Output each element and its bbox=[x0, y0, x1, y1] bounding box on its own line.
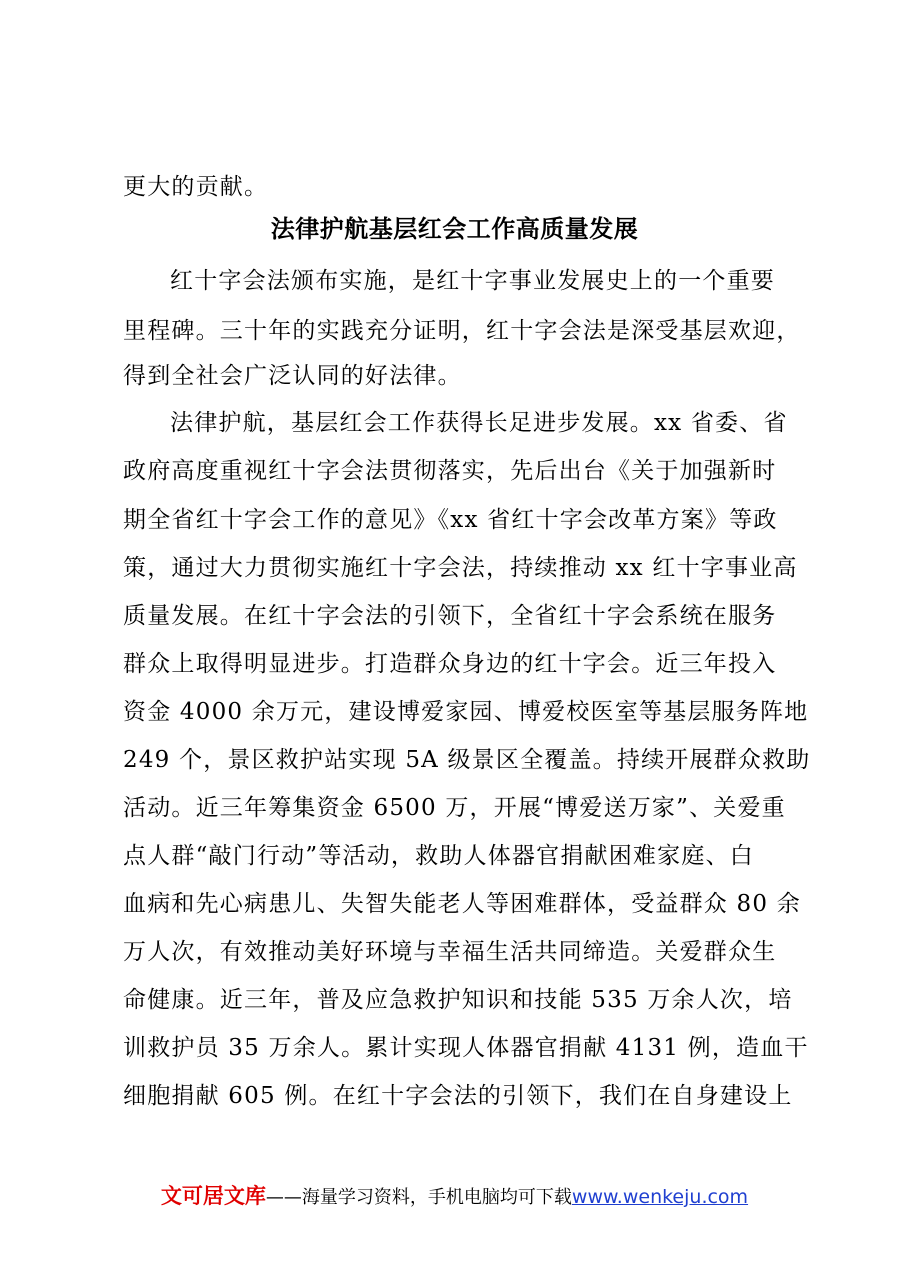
body-line: 策，通过大力贯彻实施红十字会法，持续推动 xx 红十字事业高 bbox=[123, 555, 798, 581]
body-line: 点人群“敲门行动”等活动，救助人体器官捐献困难家庭、白 bbox=[123, 843, 754, 869]
body-line: 得到全社会广泛认同的好法律。 bbox=[123, 363, 462, 389]
body-line: 血病和先心病患儿、失智失能老人等困难群体，受益群众 80 余 bbox=[123, 891, 801, 917]
body-line: 万人次，有效推动美好环境与幸福生活共同缔造。关爱群众生 bbox=[123, 939, 777, 965]
body-line: 政府高度重视红十字会法贯彻落实，先后出台《关于加强新时 bbox=[123, 458, 777, 484]
body-line: 里程碑。三十年的实践充分证明，红十字会法是深受基层欢迎， bbox=[123, 318, 801, 344]
body-line: 期全省红十字会工作的意见》《xx 省红十字会改革方案》等政 bbox=[123, 507, 778, 533]
footer-link[interactable]: www.wenkeju.com bbox=[571, 1186, 749, 1208]
body-line: 法律护航，基层红会工作获得长足进步发展。xx 省委、省 bbox=[170, 410, 788, 436]
body-line: 活动。近三年筹集资金 6500 万，开展“博爱送万家”、关爱重 bbox=[123, 795, 786, 821]
body-line: 更大的贡献。 bbox=[123, 174, 269, 200]
body-line: 命健康。近三年，普及应急救护知识和技能 535 万余人次，培 bbox=[123, 987, 793, 1013]
body-line: 249 个，景区救护站实现 5A 级景区全覆盖。持续开展群众救助 bbox=[123, 747, 811, 773]
body-line: 资金 4000 余万元，建设博爱家园、博爱校医室等基层服务阵地 bbox=[123, 699, 809, 725]
body-line: 训救护员 35 万余人。累计实现人体器官捐献 4131 例，造血干 bbox=[123, 1035, 809, 1061]
footer-banner bbox=[0, 1183, 909, 1211]
body-line: 红十字会法颁布实施，是红十字事业发展史上的一个重要 bbox=[170, 268, 775, 294]
section-title: 法律护航基层红会工作高质量发展 bbox=[270, 214, 639, 243]
footer-brand: 文可居文库 bbox=[160, 1184, 266, 1208]
body-line: 质量发展。在红十字会法的引领下，全省红十字会系统在服务 bbox=[123, 603, 777, 629]
body-line: 群众上取得明显进步。打造群众身边的红十字会。近三年投入 bbox=[123, 651, 777, 677]
footer-tagline: ——海量学习资料，手机电脑均可下载 bbox=[265, 1187, 572, 1208]
body-line: 细胞捐献 605 例。在红十字会法的引领下，我们在自身建设上 bbox=[123, 1083, 793, 1109]
